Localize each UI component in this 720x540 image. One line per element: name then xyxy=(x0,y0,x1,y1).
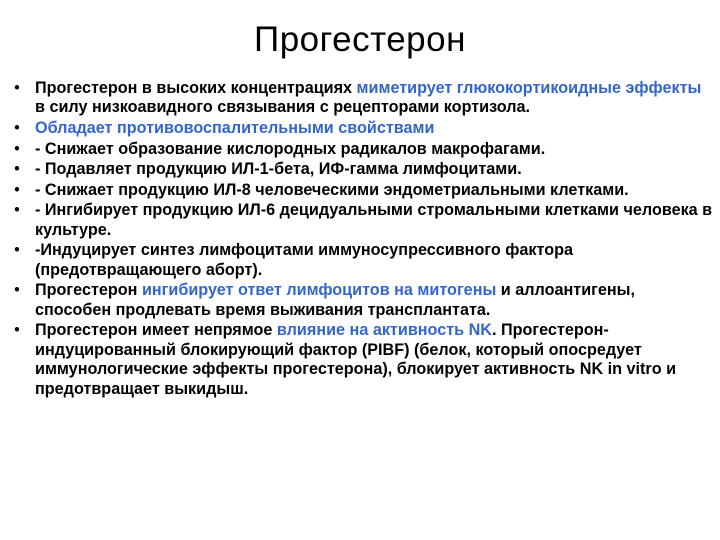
bullet-dot-icon: • xyxy=(14,281,20,300)
bullet-text: - Снижает образование кислородных радикалов макрофагами. xyxy=(35,139,546,158)
bullet-dot-icon: • xyxy=(14,139,20,158)
bullet-item xyxy=(10,201,715,240)
bullet-text: -Индуцирует синтез лимфоцитами иммуносупрессивного фактора (предотвращающего аборт). xyxy=(35,241,574,279)
bullet-text: Прогестерон в высоких концентрациях xyxy=(35,79,357,97)
bullet-dot-icon: • xyxy=(14,201,20,220)
bullet-list xyxy=(10,79,715,400)
bullet-dot-icon: • xyxy=(14,160,20,179)
bullet-dot-icon: • xyxy=(14,241,20,260)
bullet-dot-icon: • xyxy=(14,79,20,97)
bullet-text: Прогестерон имеет непрямое xyxy=(35,321,277,340)
bullet-text: - Снижает продукцию ИЛ-8 человеческими эндометриальными клетками. xyxy=(35,180,629,199)
bullet-item xyxy=(10,281,715,320)
bullet-text: в силу низкоавидного связывания с рецепторами кортизола. xyxy=(35,98,531,117)
bullet-item xyxy=(10,140,715,159)
bullet-text: - Ингибирует продукцию ИЛ-6 децидуальными стромальными клетками человека в культуре. xyxy=(35,201,713,239)
bullet-text: - Подавляет продукцию ИЛ-1-бета, ИФ-гамма лимфоцитами. xyxy=(35,160,522,179)
bullet-item xyxy=(10,321,715,399)
bullet-text: Прогестерон xyxy=(35,281,142,300)
highlighted-text: миметирует глюкокортикоидные эффекты xyxy=(356,79,702,97)
bullet-text: . Прогестерон-индуцированный блокирующий фактор (PIBF) (белок, который опосредует иммунологические эффекты прогестерона), блокирует активность NK in vitro и предотвращает выкидыш. xyxy=(35,321,677,398)
bullet-text: и аллоантигены, способен продлевать время выживания трансплантата. xyxy=(35,281,635,319)
highlighted-text: ингибирует ответ лимфоцитов на митогены xyxy=(141,281,497,300)
bullet-dot-icon: • xyxy=(14,180,20,199)
bullet-item xyxy=(10,160,715,179)
highlighted-text: влияние на активность NK xyxy=(276,321,492,340)
highlighted-text: Обладает противовоспалительными свойствами xyxy=(35,119,435,137)
bullet-item xyxy=(10,241,715,280)
bullet-dot-icon: • xyxy=(14,119,20,137)
bullet-item xyxy=(10,181,715,200)
bullet-item xyxy=(10,79,715,118)
bullet-dot-icon: • xyxy=(14,321,20,340)
slide-title: Прогестерон xyxy=(254,20,466,59)
bullet-item xyxy=(10,119,715,138)
